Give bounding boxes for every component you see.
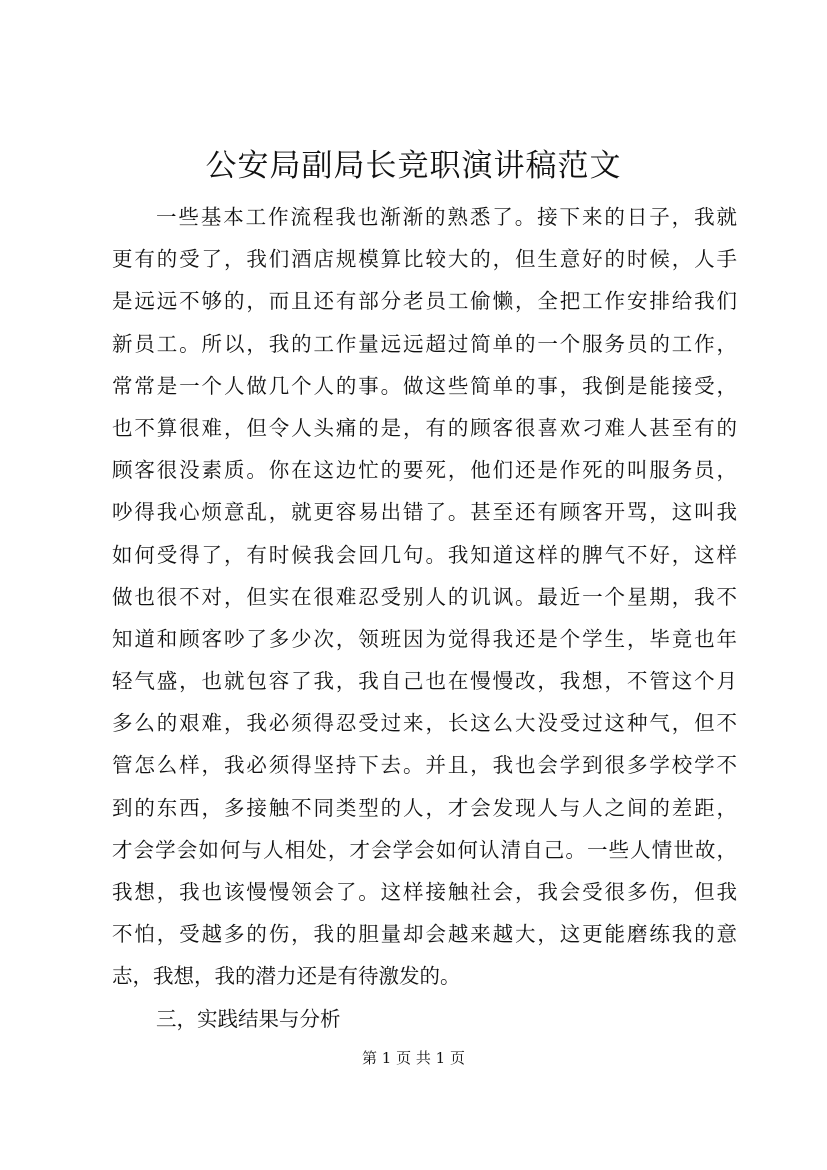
- document-title: 公安局副局长竞职演讲稿范文: [205, 148, 622, 184]
- paragraph-line: 不怕，受越多的伤，我的胆量却会越来越大，这更能磨练我的意: [112, 922, 737, 947]
- paragraph-line: 知道和顾客吵了多少次，领班因为觉得我还是个学生，毕竟也年: [112, 626, 737, 651]
- paragraph-line: 如何受得了，有时候我会回几句。我知道这样的脾气不好，这样: [112, 542, 737, 567]
- paragraph-line: 是远远不够的，而且还有部分老员工偷懒，全把工作安排给我们: [112, 289, 737, 314]
- section-heading: 三，实践结果与分析: [156, 1006, 341, 1031]
- paragraph-line: 一些基本工作流程我也渐渐的熟悉了。接下来的日子，我就: [156, 205, 737, 229]
- paragraph-line: 新员工。所以，我的工作量远远超过简单的一个服务员的工作，: [112, 331, 737, 356]
- paragraph-line: 管怎么样，我必须得坚持下去。并且，我也会学到很多学校学不: [112, 753, 737, 778]
- paragraph-line: 也不算很难，但令人头痛的是，有的顾客很喜欢刁难人甚至有的: [112, 415, 737, 440]
- paragraph-line: 更有的受了，我们酒店规模算比较大的，但生意好的时候，人手: [112, 247, 737, 272]
- paragraph-line: 轻气盛，也就包容了我，我自己也在慢慢改，我想，不管这个月: [112, 669, 737, 694]
- page-number: 第 1 页 共 1 页: [362, 1049, 465, 1067]
- paragraph-line: 常常是一个人做几个人的事。做这些简单的事，我倒是能接受，: [112, 373, 737, 398]
- paragraph-line: 做也很不对，但实在很难忍受别人的讥讽。最近一个星期，我不: [112, 584, 737, 609]
- paragraph-line: 才会学会如何与人相处，才会学会如何认清自己。一些人情世故，: [112, 837, 737, 862]
- paragraph-line: 多么的艰难，我必须得忍受过来，长这么大没受过这种气，但不: [112, 711, 737, 736]
- paragraph-line: 我想，我也该慢慢领会了。这样接触社会，我会受很多伤，但我: [112, 880, 737, 904]
- document-body: [112, 196, 737, 1040]
- paragraph-line: 顾客很没素质。你在这边忙的要死，他们还是作死的叫服务员，: [112, 458, 737, 483]
- paragraph-line: 到的东西，多接触不同类型的人，才会发现人与人之间的差距，: [112, 795, 737, 820]
- paragraph-line: 吵得我心烦意乱，就更容易出错了。甚至还有顾客开骂，这叫我: [112, 500, 737, 525]
- paragraph-line: 志，我想，我的潜力还是有待激发的。: [112, 964, 461, 989]
